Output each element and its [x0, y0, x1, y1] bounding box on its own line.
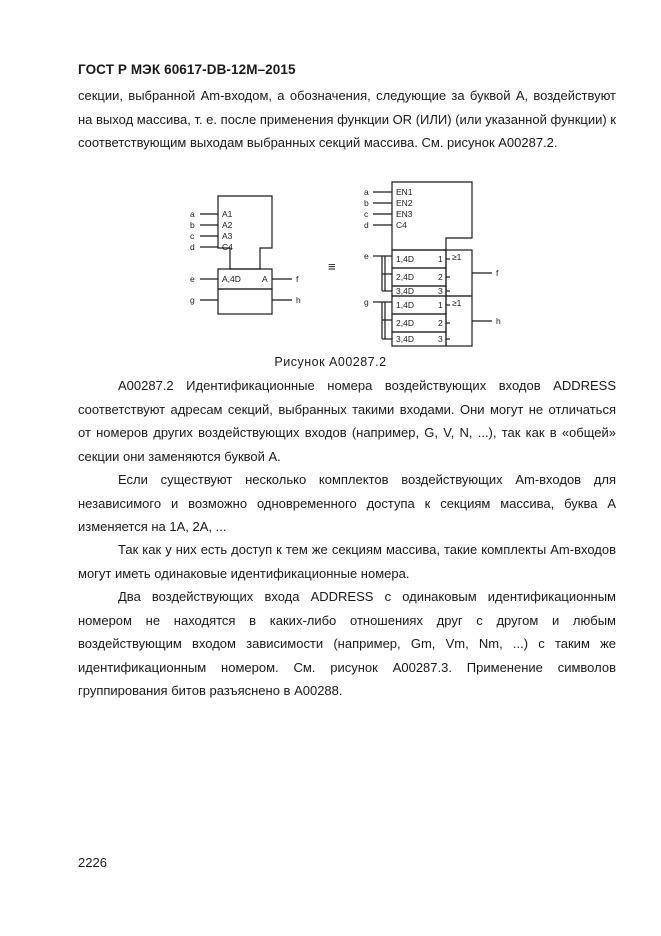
- row-number-bottom-1: 1: [438, 300, 443, 310]
- row-label-top-1: 1,4D: [396, 254, 414, 264]
- section-input-e-right: e: [364, 251, 369, 261]
- document-header: ГОСТ Р МЭК 60617-DB-12M–2015: [78, 62, 296, 77]
- input-letter-c-right: c: [364, 209, 369, 219]
- control-label-a3: A3: [222, 231, 233, 241]
- or-label-top: ≥1: [452, 252, 462, 262]
- section-input-e-left: e: [190, 274, 195, 284]
- section-label-left: A,4D: [222, 274, 241, 284]
- row-label-top-2: 2,4D: [396, 272, 414, 282]
- row-label-bottom-2: 2,4D: [396, 318, 414, 328]
- logic-diagram: [180, 178, 501, 348]
- page-number: 2226: [78, 855, 107, 870]
- input-letter-b-right: b: [364, 198, 369, 208]
- control-label-a2: A2: [222, 220, 233, 230]
- paragraph-5: Два воздействующих входа ADDRESS c одинаковым идентификационным номером не находятся в каких-либо отношениях друг с другом и любым воздействующим входом зависимости (например, Gm, Vm, Nm, ...) с таким же идентификационным номером. См. рисунок A00287.3. Применение символов группирования битов разъяснено в A00288.: [78, 589, 616, 698]
- left-section-box-2: [218, 289, 272, 314]
- row-number-top-3: 3: [438, 286, 443, 296]
- output-letter-h-left: h: [296, 295, 301, 305]
- paragraph-1: секции, выбранной Am-входом, а обозначения, следующие за буквой A, воздействуют на выход массива, т. е. после применения функции OR (ИЛИ) (или указанной функции) к соответствующим выходам выбранных секций массива. См. рисунок A00287.2.: [78, 88, 616, 150]
- row-label-bottom-3: 3,4D: [396, 334, 414, 344]
- control-label-c4-right: C4: [396, 220, 407, 230]
- input-letter-a-left: a: [190, 209, 195, 219]
- input-letter-c-left: c: [190, 231, 195, 241]
- control-label-en1: EN1: [396, 187, 413, 197]
- row-number-top-1: 1: [438, 254, 443, 264]
- row-label-top-3: 3,4D: [396, 286, 414, 296]
- input-letter-b-left: b: [190, 220, 195, 230]
- paragraph-4: Так как у них есть доступ к тем же секциям массива, такие комплекты Am-входов могут иметь одинаковые идентификационные номера.: [78, 542, 616, 581]
- or-label-bottom: ≥1: [452, 298, 462, 308]
- output-letter-h-right: h: [496, 316, 501, 326]
- control-label-c4: C4: [222, 242, 233, 252]
- input-letter-d-right: d: [364, 220, 369, 230]
- control-label-en2: EN2: [396, 198, 413, 208]
- paragraph-2: A00287.2 Идентификационные номера воздействующих входов ADDRESS соответствуют адресам секций, выбранных такими входами. Они могут не отличаться от номеров других воздействующих входов (например, G, V, N, ...), так как в «общей» секции они заменяются буквой A.: [78, 378, 616, 464]
- section-input-g-right: g: [364, 297, 369, 307]
- input-letter-a-right: a: [364, 187, 369, 197]
- section-input-g-left: g: [190, 295, 195, 305]
- output-letter-f-right: f: [496, 268, 499, 278]
- row-label-bottom-1: 1,4D: [396, 300, 414, 310]
- control-label-a1: A1: [222, 209, 233, 219]
- section-output-label-left: A: [262, 274, 268, 284]
- paragraph-3: Если существуют несколько комплектов воздействующих Am-входов для независимого и возможно одновременного доступа к секциям массива, буква A изменяется на 1A, 2A, ...: [78, 472, 616, 534]
- row-number-top-2: 2: [438, 272, 443, 282]
- input-letter-d-left: d: [190, 242, 195, 252]
- row-number-bottom-2: 2: [438, 318, 443, 328]
- equivalence-sign: ≡: [328, 259, 336, 274]
- output-letter-f-left: f: [296, 274, 299, 284]
- control-label-en3: EN3: [396, 209, 413, 219]
- figure-caption: Рисунок A00287.2: [274, 355, 387, 369]
- row-number-bottom-3: 3: [438, 334, 443, 344]
- figure-a00287-2: [180, 178, 501, 348]
